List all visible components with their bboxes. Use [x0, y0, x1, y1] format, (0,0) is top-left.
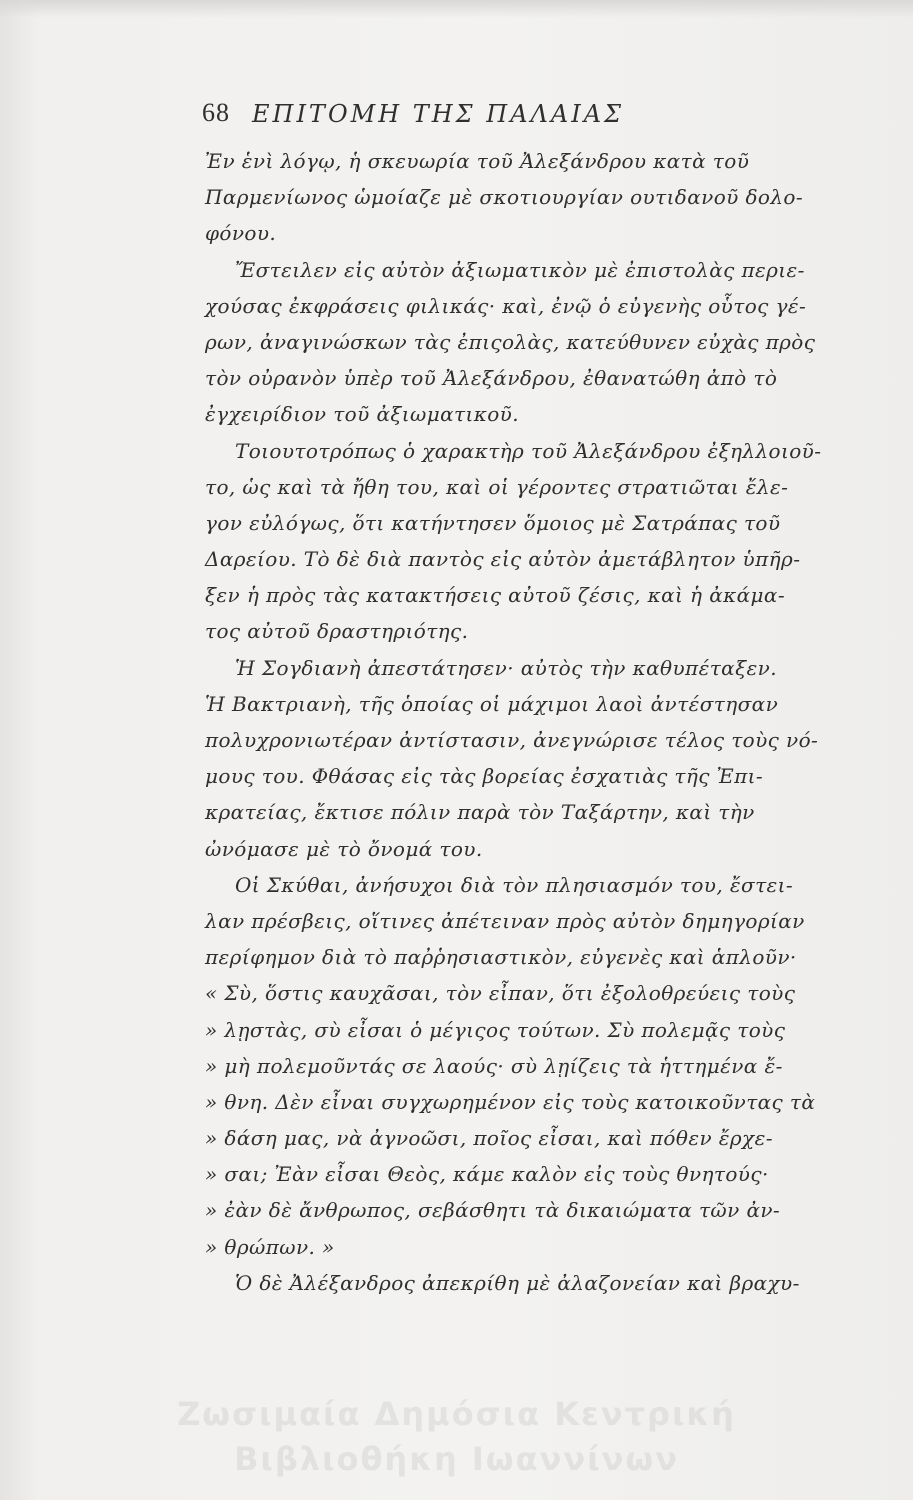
text-line: » λῃστὰς, σὺ εἶσαι ὁ μέγιςος τούτων. Σὺ πολεμᾷς τοὺς — [205, 1017, 786, 1042]
text-line: » θνη. Δὲν εἶναι συγχωρημένον εἰς τοὺς κατοικοῦντας τὰ — [205, 1089, 816, 1114]
text-line: φόνου. — [205, 221, 277, 246]
text-line: το, ὡς καὶ τὰ ἤθη του, καὶ οἱ γέροντες στρατιῶται ἔλε- — [205, 474, 789, 499]
text-line: ὠνόμασε μὲ τὸ ὄνομά του. — [205, 836, 483, 861]
text-line: περίφημον διὰ τὸ παῤῥησιαστικὸν, εὐγενὲς καὶ ἁπλοῦν· — [205, 945, 797, 970]
text-line: Τοιουτοτρόπως ὁ χαρακτὴρ τοῦ Ἀλεξάνδρου ἐξηλλοιοῦ- — [235, 438, 822, 463]
text-line: Παρμενίωνος ὡμοίαζε μὲ σκοτιουργίαν ουτιδανοῦ δολο- — [205, 185, 804, 210]
text-line: πολυχρονιωτέραν ἀντίστασιν, ἀνεγνώρισε τέλος τοὺς νό- — [205, 728, 819, 752]
page-number: 68 — [202, 98, 230, 127]
library-watermark-line1: Ζωσιμαία Δημόσια Κεντρική — [177, 1395, 736, 1433]
running-head: ΕΠΙΤΟΜΗ ΤΗΣ ΠΑΛΑΙΑΣ — [252, 100, 624, 128]
text-line: Οἱ Σκύθαι, ἀνήσυχοι διὰ τὸν πλησιασμόν του, ἔστει- — [235, 872, 794, 897]
text-line: Ἡ Βακτριανὴ, τῆς ὁποίας οἱ μάχιμοι λαοὶ ἀντέστησαν — [205, 691, 779, 716]
text-line: μους του. Φθάσας εἰς τὰς βορείας ἐσχατιὰς τῆς Ἐπι- — [205, 764, 764, 789]
body-text — [205, 143, 822, 1301]
page-header — [202, 98, 762, 138]
text-line: Ἡ Σογδιανὴ ἀπεστάτησεν· αὐτὸς τὴν καθυπέταξεν. — [235, 655, 777, 680]
text-line: γον εὐλόγως, ὅτι κατήντησεν ὅμοιος μὲ Σατράπας τοῦ — [205, 510, 781, 535]
text-line: χούσας ἐκφράσεις φιλικάς· καὶ, ἐνῷ ὁ εὐγενὴς οὗτος γέ- — [205, 293, 807, 318]
page-top-shadow — [0, 0, 913, 18]
text-line: » μὴ πολεμοῦντάς σε λαούς· σὺ λῃίζεις τὰ ἡττημένα ἔ- — [205, 1053, 783, 1078]
text-line: τὸν οὐρανὸν ὑπὲρ τοῦ Ἀλεξάνδρου, ἐθανατώθη ἀπὸ τὸ — [205, 366, 778, 391]
text-line: Ἔστειλεν εἰς αὐτὸν ἀξιωματικὸν μὲ ἐπιστολὰς περιε- — [235, 257, 805, 282]
text-line: » σαι; Ἐὰν εἶσαι Θεὸς, κάμε καλὸν εἰς τοὺς θνητούς· — [205, 1162, 769, 1187]
text-line: ἐγχειρίδιον τοῦ ἀξιωματικοῦ. — [205, 402, 519, 427]
text-line: » ἐὰν δὲ ἄνθρωπος, σεβάσθητι τὰ δικαιώματα τῶν ἀν- — [205, 1198, 781, 1223]
library-watermark-line2: Βιβλιοθήκη Ιωαννίνων — [233, 1440, 680, 1478]
text-line: κρατείας, ἔκτισε πόλιν παρὰ τὸν Ταξάρτην, καὶ τὴν — [205, 800, 755, 825]
text-line: Δαρείου. Τὸ δὲ διὰ παντὸς εἰς αὐτὸν ἀμετάβλητον ὑπῆρ- — [205, 547, 801, 572]
text-line: » θρώπων. » — [205, 1234, 335, 1259]
text-line: Ὁ δὲ Ἀλέξανδρος ἀπεκρίθη μὲ ἀλαζονείαν καὶ βραχυ- — [235, 1270, 800, 1295]
text-line: ξεν ἡ πρὸς τὰς κατακτήσεις αὐτοῦ ζέσις, καὶ ἡ ἀκάμα- — [205, 583, 785, 608]
text-line: τος αὐτοῦ δραστηριότης. — [205, 619, 469, 644]
text-line: ρων, ἀναγινώσκων τὰς ἐπιςολὰς, κατεύθυνεν εὐχὰς πρὸς — [205, 329, 816, 354]
text-line: » δάση μας, νὰ ἀγνοῶσι, ποῖος εἶσαι, καὶ πόθεν ἔρχε- — [205, 1126, 773, 1151]
text-line: « Σὺ, ὅστις καυχᾶσαι, τὸν εἶπαν, ὅτι ἐξολοθρεύεις τοὺς — [205, 981, 796, 1006]
text-line: λαν πρέσβεις, οἵτινες ἀπέτειναν πρὸς αὐτὸν δημηγορίαν — [205, 908, 805, 933]
text-line: Ἐν ἑνὶ λόγῳ, ἡ σκευωρία τοῦ Ἀλεξάνδρου κατὰ τοῦ — [205, 149, 750, 173]
